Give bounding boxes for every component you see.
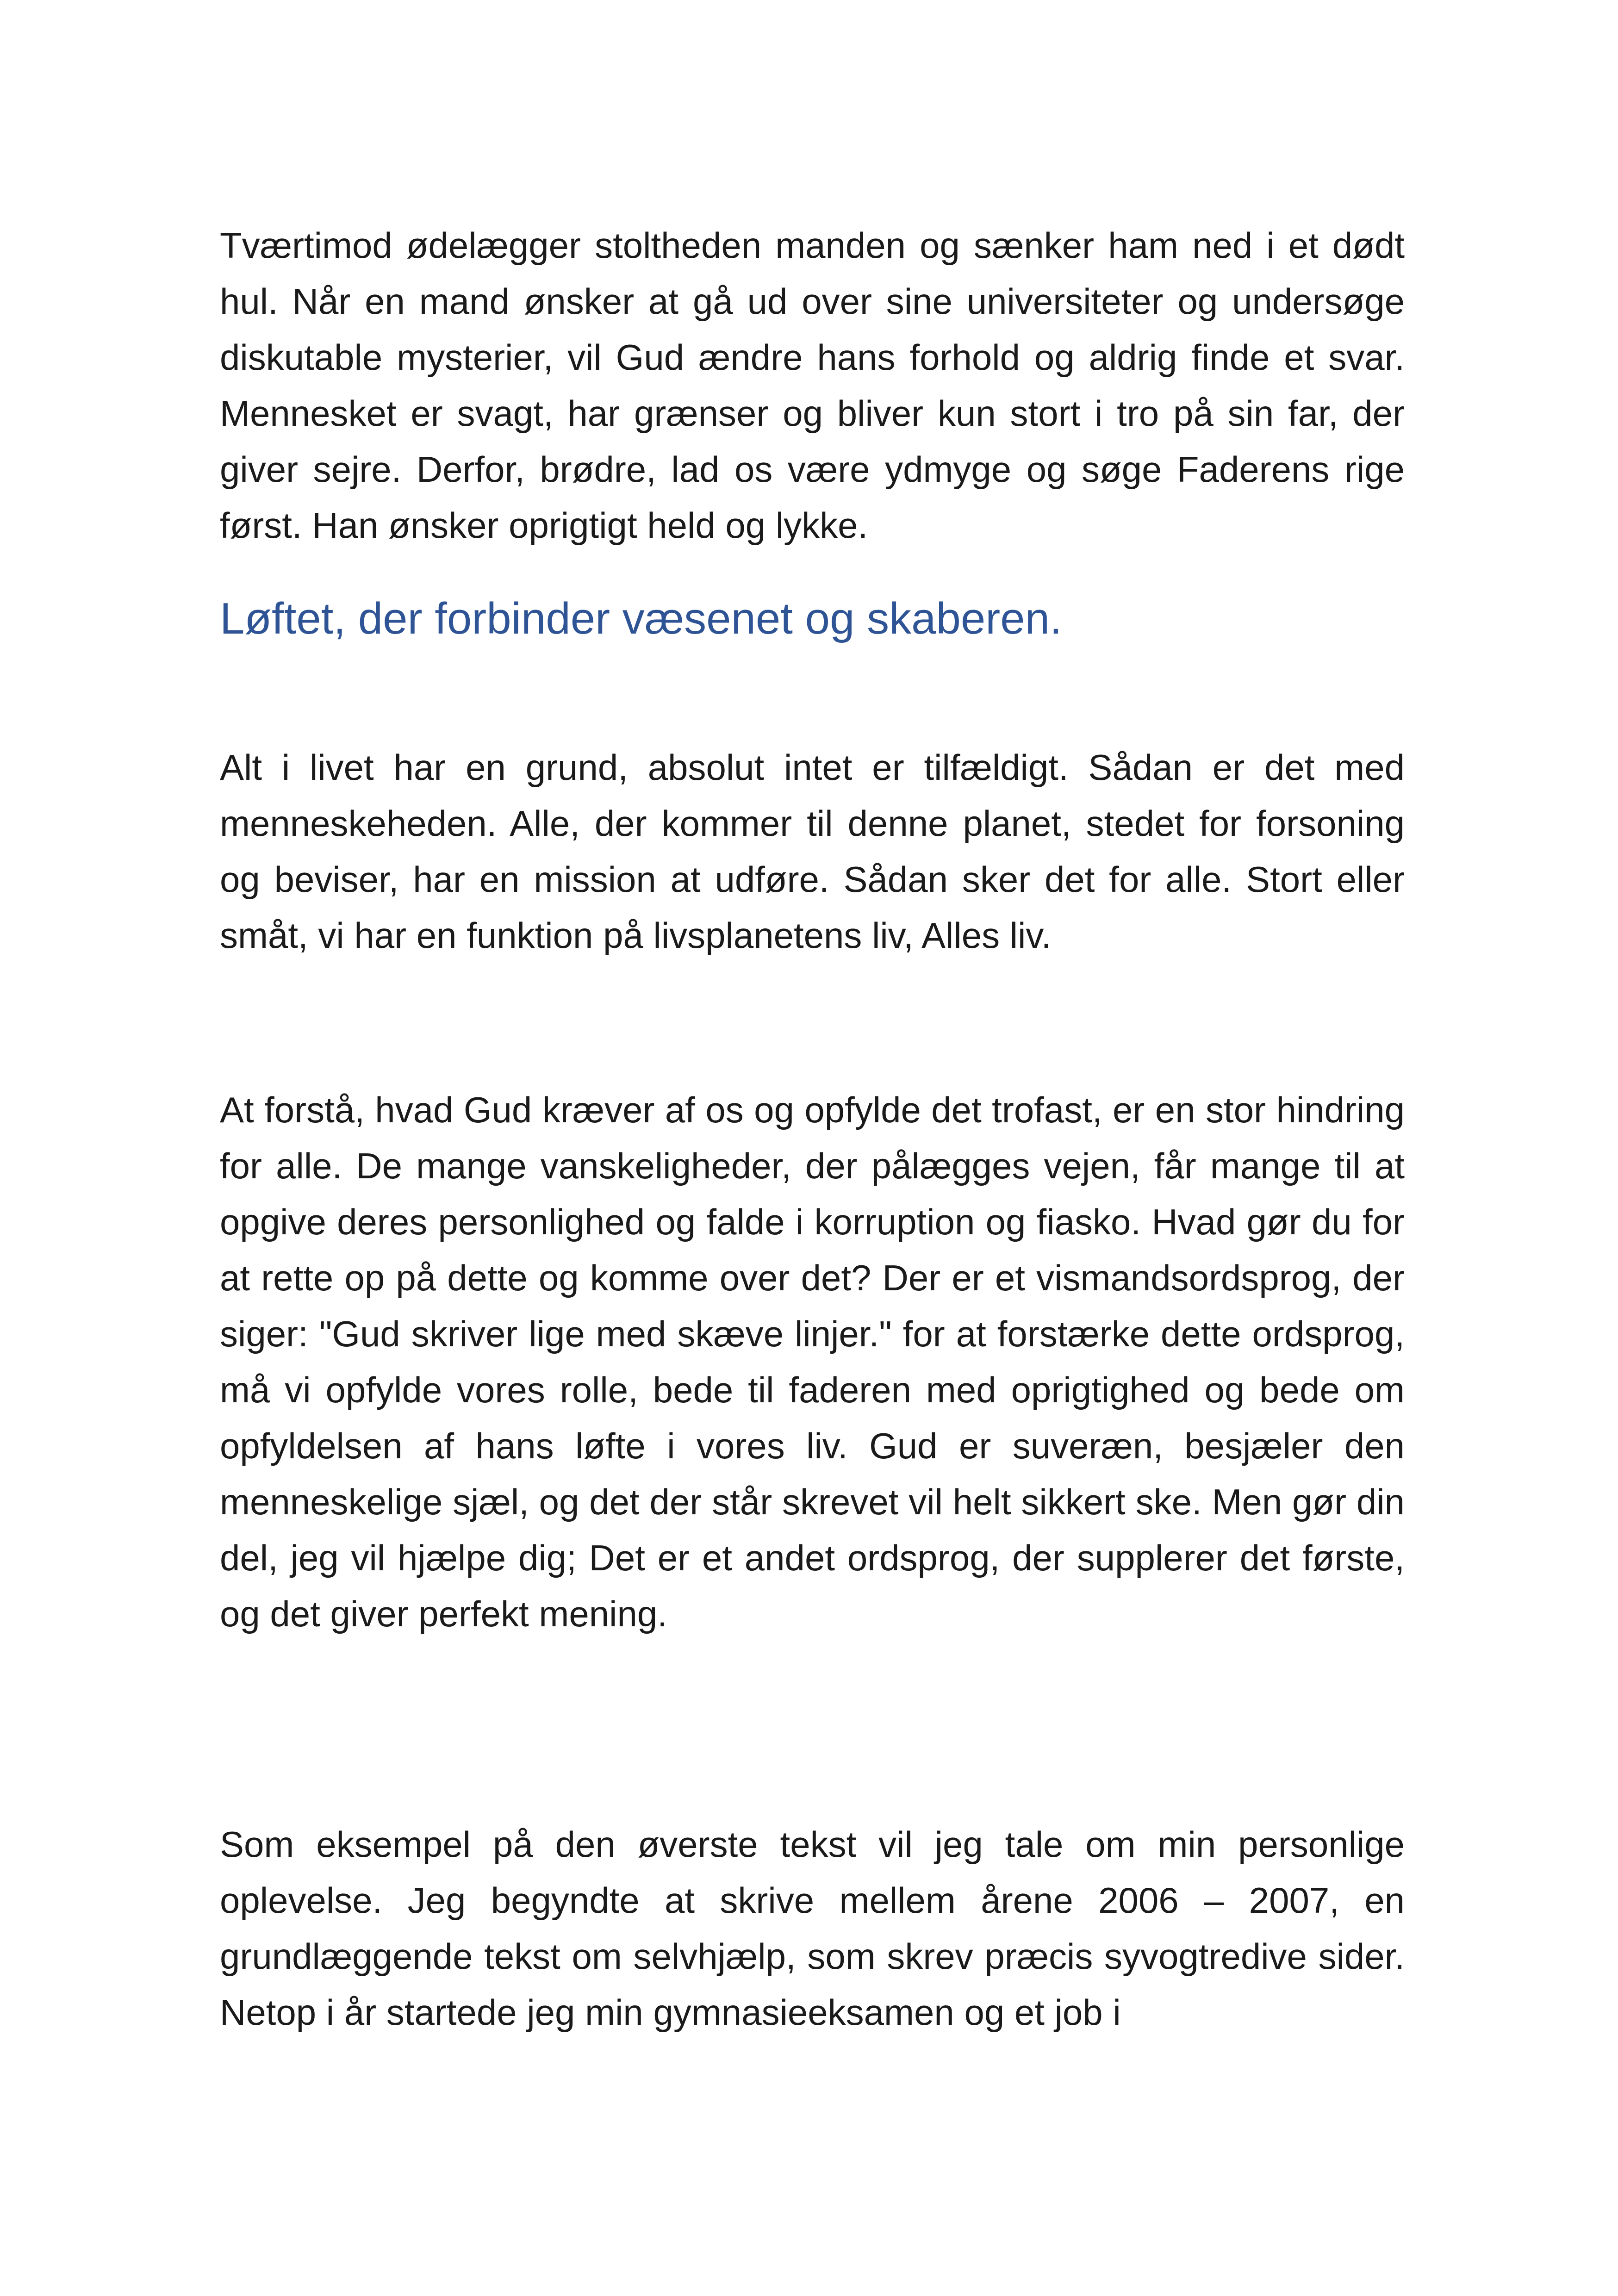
section-heading: Løftet, der forbinder væsenet og skaberen. xyxy=(220,594,1062,643)
body-paragraph-1: Tværtimod ødelægger stoltheden manden og sænker ham ned i et dødt hul. Når en mand ønsker at gå ud over sine universiteter og undersøge diskutable mysterier, vil Gud ændre hans forhold og aldrig finde et svar. Mennesket er svagt, har grænser og bliver kun stort i tro på sin far, der giver sejre. Derfor, brødre, lad os være ydmyge og søge Faderens rige først. Han ønsker oprigtigt held og lykke. xyxy=(220,225,1405,546)
body-paragraph-4: Som eksempel på den øverste tekst vil jeg tale om min personlige oplevelse. Jeg begyndte at skrive mellem årene 2006 – 2007, en grundlæggende tekst om selvhjælp, som skrev præcis syvogtredive sider. Netop i år startede jeg min gymnasieeksamen og et job i xyxy=(220,1824,1405,2033)
body-paragraph-2: Alt i livet har en grund, absolut intet er tilfældigt. Sådan er det med menneskeheden. Alle, der kommer til denne planet, stedet for forsoning og beviser, har en mission at udføre. Sådan sker det for alle. Stort eller småt, vi har en funktion på livsplanetens liv, Alles liv. xyxy=(220,747,1405,956)
body-paragraph-3: At forstå, hvad Gud kræver af os og opfylde det trofast, er en stor hindring for alle. De mange vanskeligheder, der pålægges vejen, får mange til at opgive deres personlighed og falde i korruption og fiasko. Hvad gør du for at rette op på dette og komme over det? Der er et vismandsordsprog, der siger: "Gud skriver lige med skæve linjer." for at forstærke dette ordsprog, må vi opfylde vores rolle, bede til faderen med oprigtighed og bede om opfyldelsen af hans løfte i vores liv. Gud er suveræn, besjæler den menneskelige sjæl, og det der står skrevet vil helt sikkert ske. Men gør din del, jeg vil hjælpe dig; Det er et andet ordsprog, der supplerer det første, og det giver perfekt mening. xyxy=(220,1089,1405,1634)
